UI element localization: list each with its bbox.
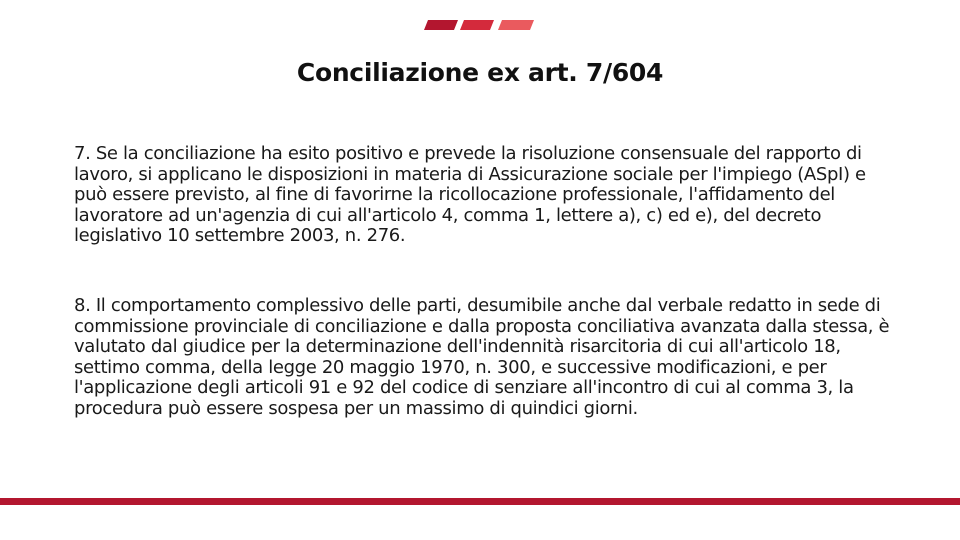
bottom-rule [0, 498, 960, 505]
logo-bar-1 [424, 20, 458, 30]
slide-title: Conciliazione ex art. 7/604 [296, 58, 664, 87]
paragraph-8: 8. Il comportamento complessivo delle parti, desumibile anche dal verbale redatto in sede di commissione provinciale di conciliazione e dalla proposta conciliativa avanzata dalla stessa, è valutato dal giudice per la determinazione dell'indennità risarcitoria di cui all'articolo 18, settimo comma, della legge 20 maggio 1970, n. 300, e successive modificazioni, e per l'applicazione degli articoli 91 e 92 del codice di senziare all'incontro di cui al comma 3, la procedura può essere sospesa per un massimo di quindici giorni. [74, 295, 890, 419]
logo-bar-2 [460, 20, 494, 30]
paragraph-7: 7. Se la conciliazione ha esito positivo e prevede la risoluzione consensuale del rapporto di lavoro, si applicano le disposizioni in materia di Assicurazione sociale per l'impiego (ASpI) e può essere previsto, al fine di favorirne la ricollocazione professionale, l'affidamento del lavoratore ad un'agenzia di cui all'articolo 4, comma 1, lettere a), c) ed e), del decreto legislativo 10 settembre 2003, n. 276. [74, 143, 866, 246]
decorative-logo-bars [424, 20, 536, 30]
logo-bar-3 [498, 20, 534, 30]
